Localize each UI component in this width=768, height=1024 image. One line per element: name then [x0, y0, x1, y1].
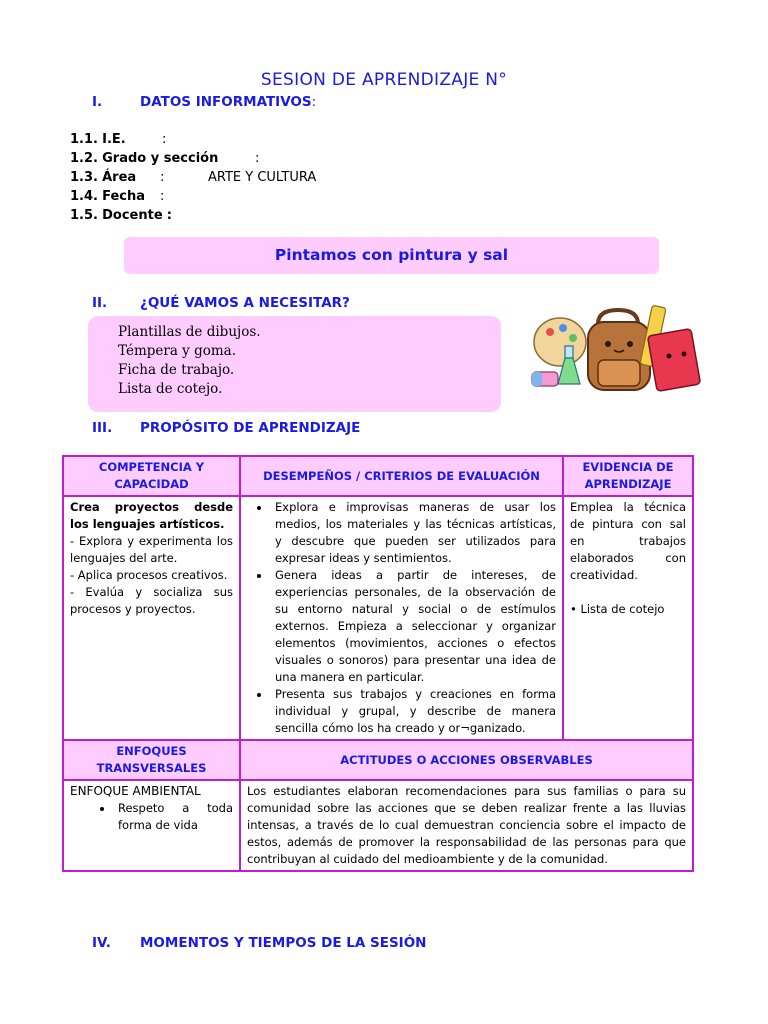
- info-row-docente: [70, 206, 218, 225]
- capacidad-item: - Aplica procesos creativos.: [70, 568, 228, 582]
- learning-purpose-table: [62, 455, 694, 872]
- info-row-grado: [70, 149, 260, 168]
- info-label: Grado y sección: [102, 151, 219, 166]
- section-label: ¿QUÉ VAMOS A NECESITAR?: [140, 295, 350, 311]
- evidencia-text: Emplea la técnica de pintura con sal en trabajos elaborados con creatividad.: [570, 500, 686, 582]
- table-header-row: [63, 456, 693, 496]
- section-heading-datos: [92, 94, 316, 110]
- info-label: Docente: [102, 208, 163, 223]
- section-heading-proposito: [92, 420, 360, 436]
- competencia-cell: [63, 496, 240, 740]
- page-title: SESION DE APRENDIZAJE N°: [260, 70, 508, 90]
- book-icon: [647, 329, 700, 392]
- section-number: III.: [92, 420, 113, 436]
- info-number: 1.2.: [70, 151, 98, 166]
- header-desempenos: DESEMPEÑOS / CRITERIOS DE EVALUACIÓN: [240, 456, 563, 496]
- info-label: Fecha: [102, 189, 146, 204]
- info-colon: :: [255, 151, 260, 166]
- info-row-fecha: [70, 187, 218, 206]
- section-number: I.: [92, 94, 103, 110]
- backpack-icon: [588, 310, 650, 390]
- desempeno-item: • Presenta sus trabajos y creaciones en forma individual y grupal, y describe de manera sencilla cómo los ha creado y or¬ganizado.: [271, 686, 556, 737]
- header-enfoques: ENFOQUES TRANSVERSALES: [63, 740, 240, 780]
- material-item: Témpera y goma.: [118, 343, 236, 359]
- enfoque-cell: [63, 780, 240, 871]
- info-number: 1.4.: [70, 189, 98, 204]
- actitudes-cell: Los estudiantes elaboran recomendaciones para sus familias o para su comunidad sobre las acciones que se deben realizar frente a las lluvias intensas, a través de lo cual demuestran conciencia sobre el impacto de estos, además de promover la responsabilidad de las personas para que contribuyan al cuidado del medioambiente y de la comunidad.: [240, 780, 693, 871]
- evidencia-item: • Lista de cotejo: [570, 602, 665, 616]
- info-colon: :: [160, 189, 165, 204]
- info-number: 1.3.: [70, 170, 98, 185]
- capacidad-item: - Explora y experimenta los lenguajes del arte.: [70, 534, 233, 565]
- info-colon: :: [166, 208, 172, 223]
- capacidad-item: - Evalúa y socializa sus procesos y proyectos.: [70, 585, 233, 616]
- session-title-banner: Pintamos con pintura y sal: [124, 237, 659, 274]
- section-number: IV.: [92, 935, 111, 951]
- info-label: I.E.: [102, 132, 126, 147]
- desempenos-cell: [240, 496, 563, 740]
- info-row-area: [70, 168, 317, 187]
- info-list: [70, 130, 317, 225]
- section-colon: :: [311, 94, 317, 110]
- material-item: Ficha de trabajo.: [118, 362, 235, 378]
- competencia-title: Crea proyectos desde los lenguajes artísticos.: [70, 500, 233, 531]
- palette-icon: [534, 318, 586, 366]
- desempeno-item: • Genera ideas a partir de intereses, de experiencias personales, de la observación de su entorno natural y social o de estímulos externos. Empieza a seleccionar y organizar elementos (movimientos, acciones o efectos visuales o sonoros) para presentar una idea de una manera en particular.: [271, 567, 556, 686]
- header-competencia: COMPETENCIA Y CAPACIDAD: [63, 456, 240, 496]
- material-item: Plantillas de dibujos.: [118, 324, 261, 340]
- section-label: DATOS INFORMATIVOS: [140, 94, 312, 110]
- info-label: Área: [102, 170, 137, 185]
- enfoque-item: • Respeto a toda forma de vida: [114, 800, 233, 834]
- header-actitudes: ACTITUDES O ACCIONES OBSERVABLES: [240, 740, 693, 780]
- info-number: 1.1.: [70, 132, 98, 147]
- section-number: II.: [92, 295, 108, 311]
- enfoque-title: ENFOQUE AMBIENTAL: [70, 784, 201, 798]
- info-value-area: ARTE Y CULTURA: [208, 170, 317, 185]
- section-label: PROPÓSITO DE APRENDIZAJE: [140, 420, 361, 436]
- header-evidencia: EVIDENCIA DE APRENDIZAJE: [563, 456, 693, 496]
- info-row-ie: [70, 130, 218, 149]
- evidencia-cell: [563, 496, 693, 740]
- section-label: MOMENTOS Y TIEMPOS DE LA SESIÓN: [140, 935, 427, 951]
- table-row: [63, 496, 693, 740]
- section-heading-necesitar: [92, 295, 350, 311]
- school-supplies-illustration: [528, 302, 703, 394]
- eraser-icon: [532, 372, 558, 386]
- section-heading-momentos: [92, 935, 426, 951]
- materials-box: [88, 316, 501, 412]
- table-row: [63, 780, 693, 871]
- info-number: 1.5.: [70, 208, 98, 223]
- info-colon: :: [160, 170, 165, 185]
- desempeno-item: • Explora e improvisas maneras de usar los medios, los materiales y las técnicas artísticas, y descubre que pueden ser utilizados para expresar ideas y sentimientos.: [271, 499, 556, 567]
- table-header-row: [63, 740, 693, 780]
- info-colon: :: [162, 132, 167, 147]
- material-item: Lista de cotejo.: [118, 381, 223, 397]
